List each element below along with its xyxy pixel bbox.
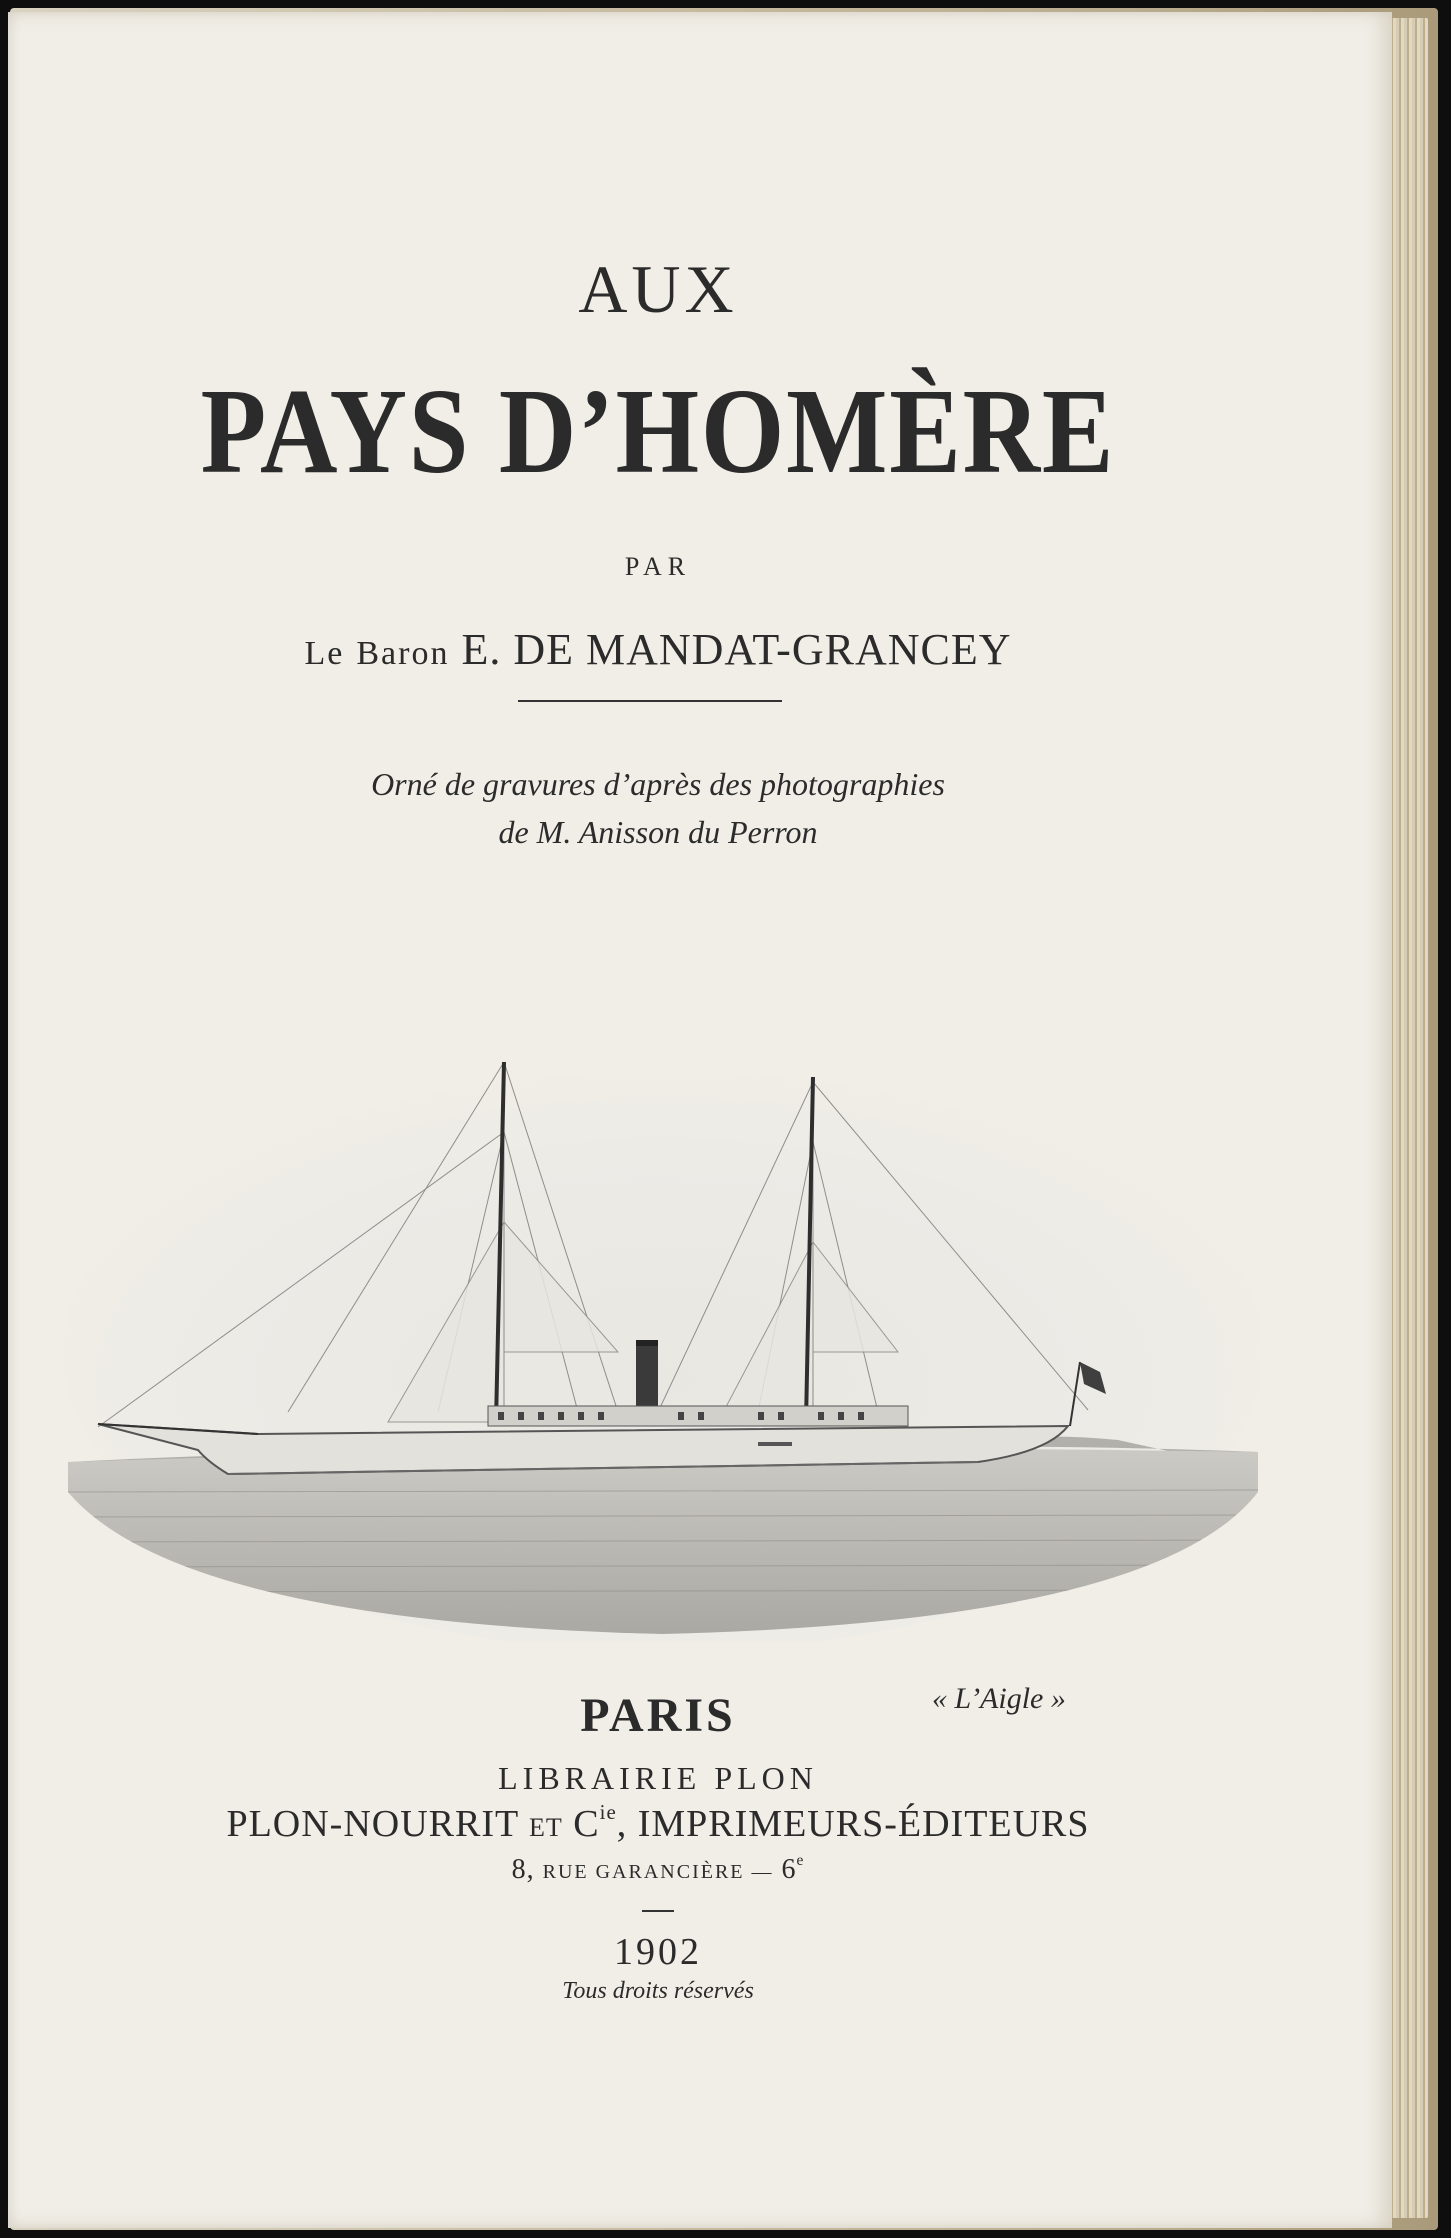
by-label: PAR [624, 552, 692, 581]
imprint-city: PARIS [580, 1689, 736, 1742]
printer-role: , IMPRIMEURS-ÉDITEURS [616, 1803, 1090, 1845]
address-number: 8, [511, 1854, 535, 1885]
yacht-photograph [58, 1022, 1268, 1642]
address-arrondissement: 6 [781, 1854, 797, 1885]
printer-c: C [573, 1803, 600, 1845]
title-line-2: PAYS D’HOMÈRE [200, 364, 1116, 499]
imprint-address [8, 1854, 1308, 1886]
author-line [8, 624, 1308, 675]
short-rule [642, 1910, 674, 1912]
address-e: e [796, 1852, 805, 1869]
imprint-publisher: LIBRAIRIE PLON [498, 1760, 818, 1796]
imprint-printer [8, 1802, 1308, 1846]
author-name: E. DE MANDAT-GRANCEY [461, 625, 1012, 674]
title-page [8, 12, 1392, 2228]
author-baron: Baron [356, 635, 450, 672]
illustration-credit-line-1: Orné de gravures d’après des photographies [371, 766, 945, 802]
imprint-year: 1902 [614, 1931, 702, 1973]
illustration-credit-line-2: de M. Anisson du Perron [498, 814, 818, 850]
divider-rule [518, 700, 782, 702]
printer-name: PLON-NOURRIT [226, 1803, 519, 1845]
printer-ie: ie [599, 1800, 617, 1824]
frontispiece-caption: « L’Aigle » [932, 1682, 1066, 1715]
printer-et: ET [529, 1813, 563, 1842]
author-le: Le [304, 635, 345, 672]
address-street: RUE GARANCIÈRE — [542, 1861, 774, 1883]
title-line-1: AUX [578, 251, 738, 327]
page-edges [1388, 18, 1428, 2218]
rights-notice: Tous droits réservés [562, 1978, 754, 2004]
illustration-credit [8, 760, 1308, 856]
